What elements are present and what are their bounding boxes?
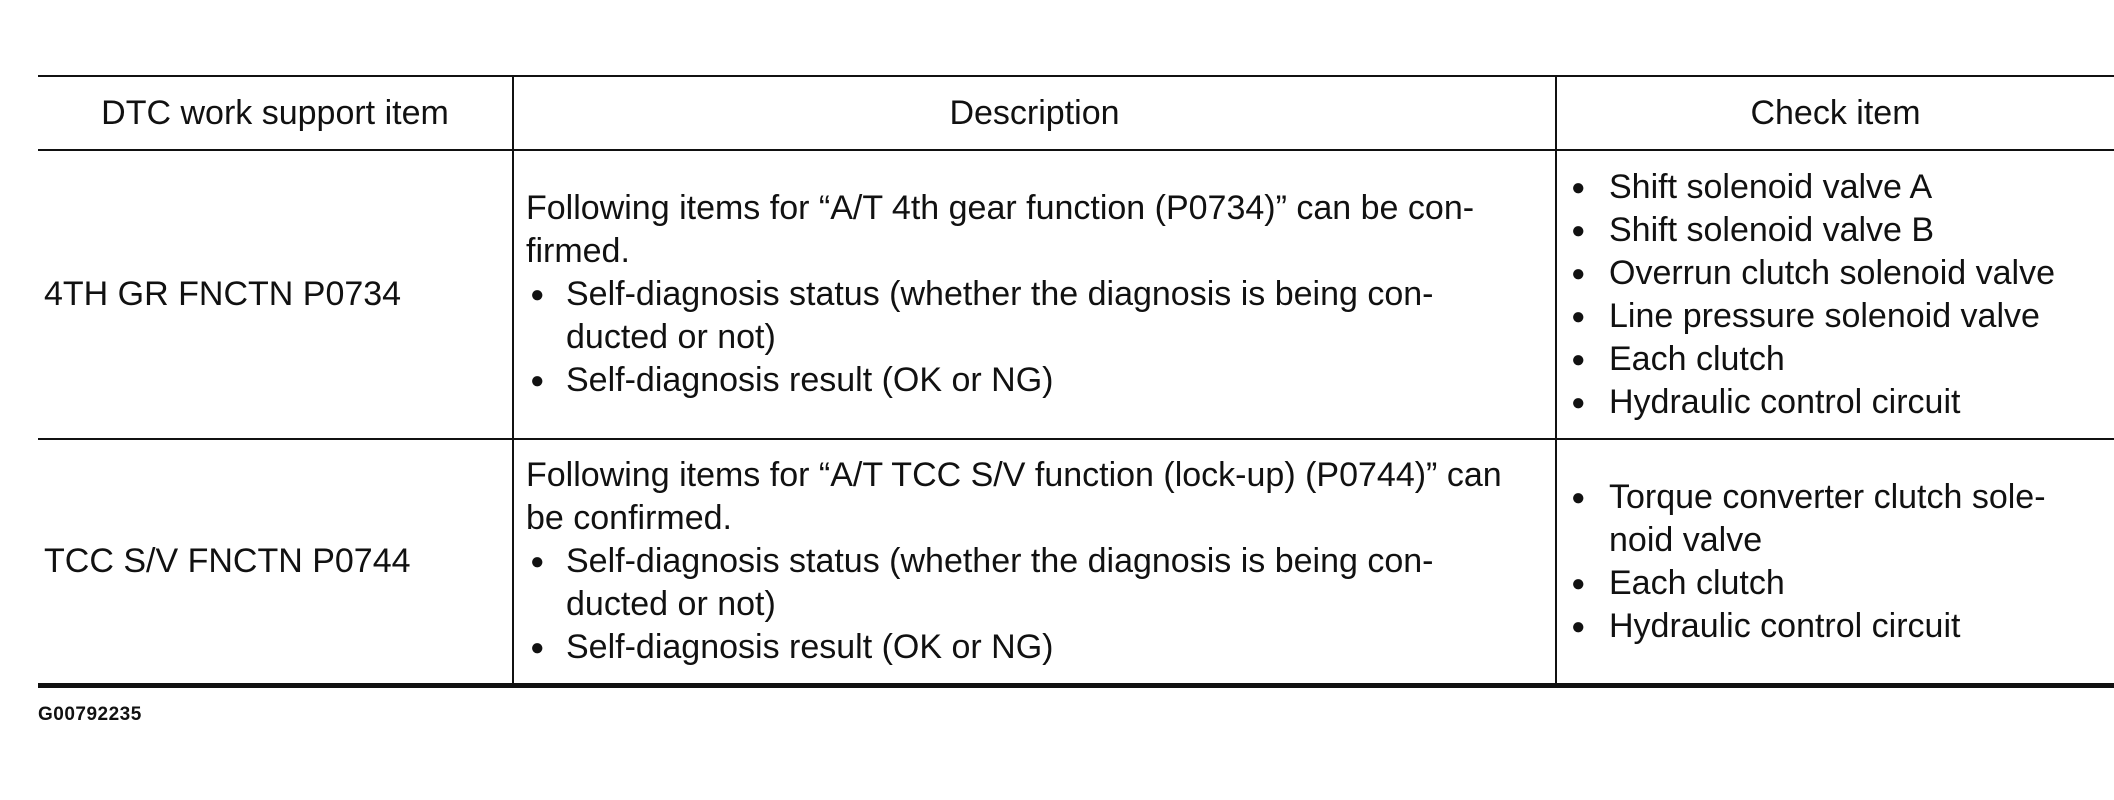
list-item-line: Self-diagnosis result (OK or NG) [566, 361, 1054, 399]
bullet-icon: ● [530, 634, 545, 661]
bullet-icon: ● [530, 367, 545, 394]
list-item [1569, 381, 2110, 424]
table-row [38, 150, 2114, 439]
list-item-line: Torque converter clutch sole- [1609, 477, 2046, 516]
description-bullet-list [526, 540, 1547, 669]
check-item-cell [1556, 439, 2114, 686]
header-description: Description [513, 76, 1556, 150]
header-check-item: Check item [1556, 76, 2114, 150]
description-intro [526, 454, 1547, 540]
list-item [526, 540, 1547, 626]
bullet-icon: ● [1571, 612, 1586, 640]
description-cell [513, 439, 1556, 686]
check-item-list [1569, 476, 2110, 648]
bullet-icon: ● [1571, 216, 1586, 244]
table-header [38, 76, 2114, 150]
list-item [1569, 562, 2110, 605]
list-item [526, 359, 1547, 402]
check-item-list [1569, 166, 2110, 424]
list-item-line: Overrun clutch solenoid valve [1609, 253, 2056, 292]
list-item [1569, 605, 2110, 648]
list-item-line: Line pressure solenoid valve [1609, 296, 2040, 335]
description-bullet-list [526, 273, 1547, 402]
table-body [38, 150, 2114, 686]
bullet-icon: ● [1571, 259, 1586, 287]
bullet-icon: ● [1571, 173, 1586, 201]
description-intro-line: firmed. [526, 232, 630, 270]
header-row [38, 76, 2114, 150]
dtc-item-cell: 4TH GR FNCTN P0734 [38, 150, 513, 439]
list-item-line: Each clutch [1609, 563, 1785, 602]
list-item [1569, 476, 2110, 562]
list-item-line: Hydraulic control circuit [1609, 382, 1961, 421]
bullet-icon: ● [1571, 569, 1586, 597]
list-item-line: ducted or not) [566, 318, 776, 356]
list-item-line: noid valve [1609, 520, 1763, 559]
list-item [526, 273, 1547, 359]
list-item [1569, 338, 2110, 381]
header-dtc-work-support-item: DTC work support item [38, 76, 513, 150]
description-intro [526, 187, 1547, 273]
figure-code: G00792235 [38, 704, 142, 725]
description-intro-line: Following items for “A/T TCC S/V function (lock-up) (P0744)” can [526, 456, 1502, 494]
list-item-line: Self-diagnosis result (OK or NG) [566, 628, 1054, 666]
list-item-line: Self-diagnosis status (whether the diagnosis is being con- [566, 275, 1434, 313]
bullet-icon: ● [1571, 483, 1586, 511]
table-row [38, 439, 2114, 686]
bullet-icon: ● [1571, 388, 1586, 416]
check-item-cell [1556, 150, 2114, 439]
list-item [1569, 295, 2110, 338]
list-item-line: Hydraulic control circuit [1609, 606, 1961, 645]
bullet-icon: ● [1571, 345, 1586, 373]
list-item [1569, 166, 2110, 209]
description-intro-line: be confirmed. [526, 499, 732, 537]
list-item-line: Shift solenoid valve A [1609, 167, 1933, 206]
list-item-line: Shift solenoid valve B [1609, 210, 1935, 249]
bullet-icon: ● [530, 281, 545, 308]
dtc-work-support-table [38, 75, 2114, 688]
list-item [1569, 252, 2110, 295]
description-intro-line: Following items for “A/T 4th gear function (P0734)” can be con- [526, 189, 1475, 227]
list-item [1569, 209, 2110, 252]
description-cell [513, 150, 1556, 439]
list-item-line: Each clutch [1609, 339, 1785, 378]
list-item [526, 626, 1547, 669]
list-item-line: ducted or not) [566, 585, 776, 623]
dtc-item-cell: TCC S/V FNCTN P0744 [38, 439, 513, 686]
bullet-icon: ● [1571, 302, 1586, 330]
bullet-icon: ● [530, 548, 545, 575]
list-item-line: Self-diagnosis status (whether the diagnosis is being con- [566, 542, 1434, 580]
